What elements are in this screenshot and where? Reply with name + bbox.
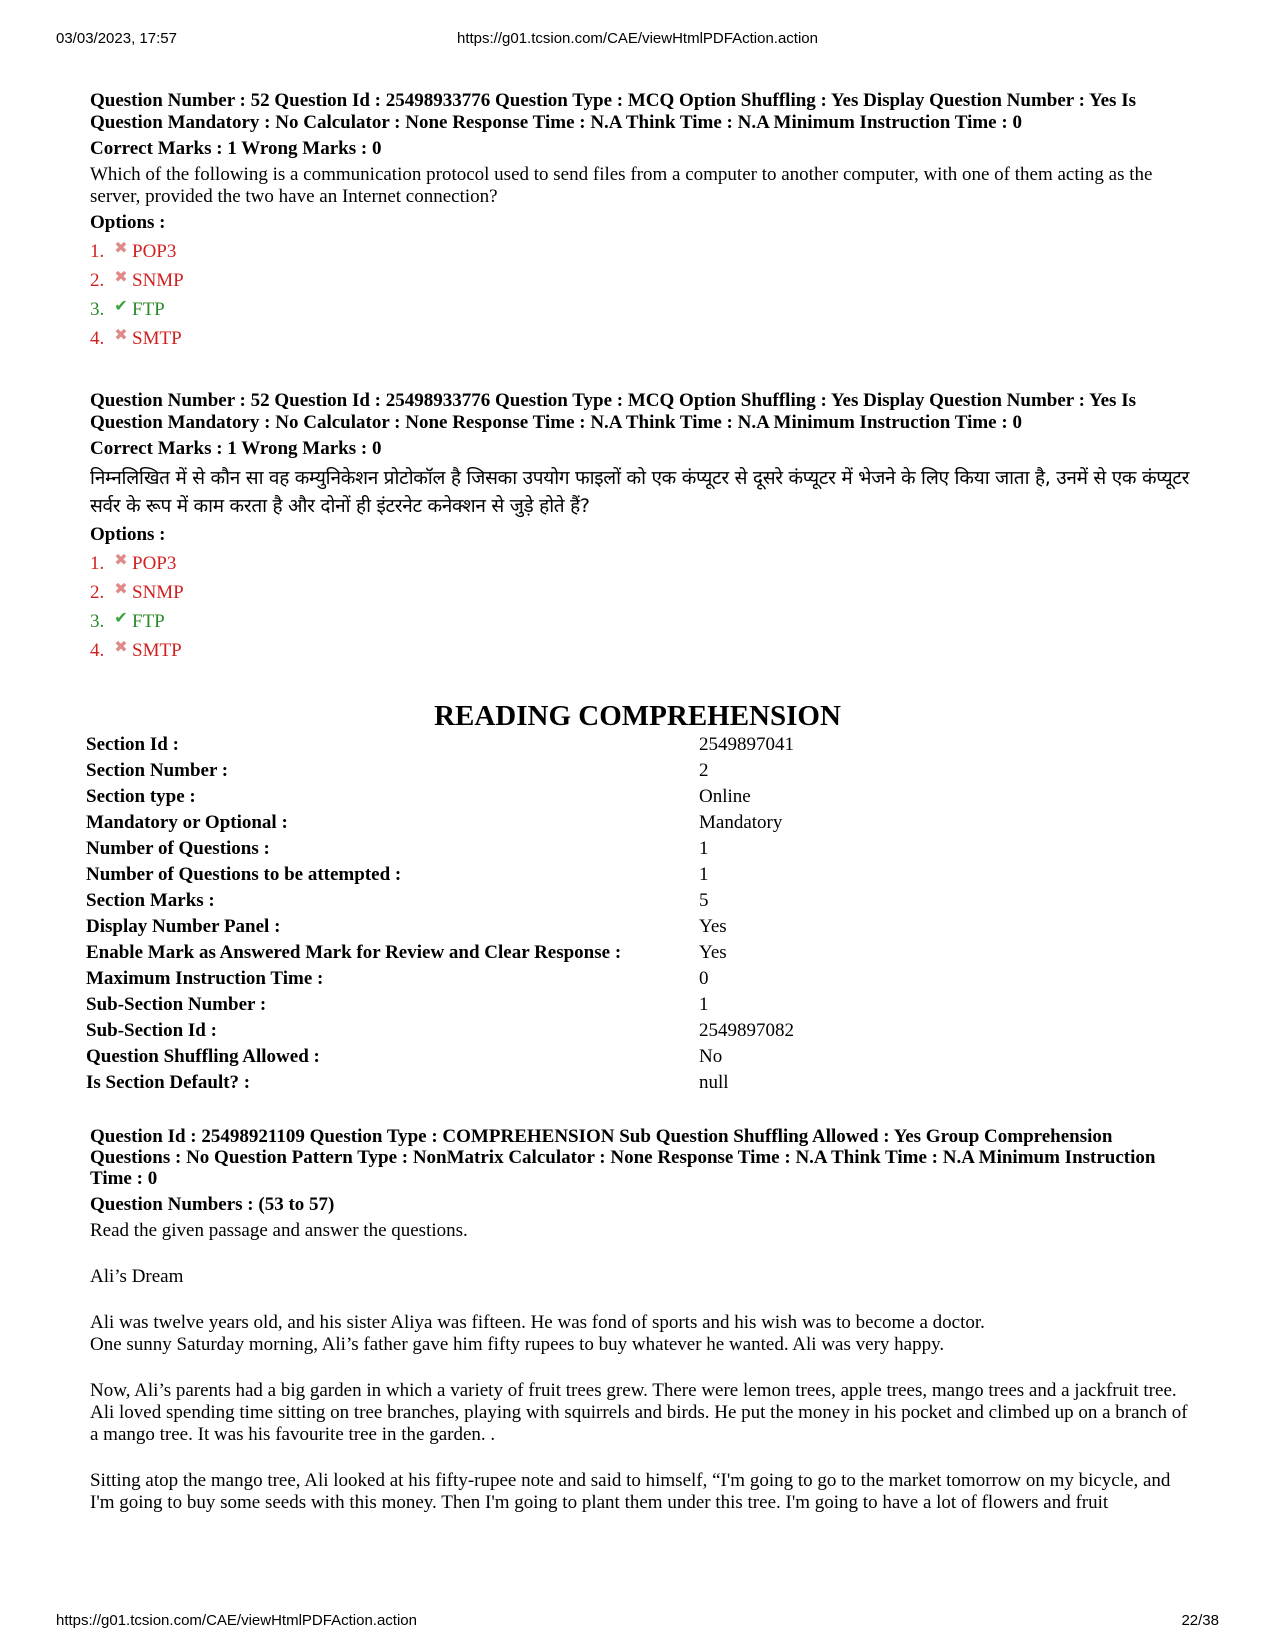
option-label: SNMP — [132, 270, 184, 291]
option-label: POP3 — [132, 553, 177, 574]
comprehension-block — [90, 1126, 1190, 1514]
field-label: Number of Questions : — [86, 838, 270, 859]
field-label: Section Number : — [86, 760, 229, 781]
option-item — [90, 296, 1190, 321]
field-value: 2549897041 — [699, 734, 794, 755]
page-number: 22/38 — [1181, 1612, 1219, 1629]
field-label: Mandatory or Optional : — [86, 812, 288, 833]
print-datetime: 03/03/2023, 17:57 — [56, 30, 177, 47]
question-block — [90, 90, 1190, 350]
table-row — [86, 786, 794, 812]
field-label: Section Id : — [86, 734, 179, 755]
cross-icon: ✖ — [114, 267, 128, 286]
field-value: 2 — [699, 760, 709, 781]
table-row — [86, 916, 794, 942]
section-title: READING COMPREHENSION — [434, 700, 841, 732]
option-label: FTP — [132, 611, 165, 632]
question-meta: Question Number : 52 Question Id : 25498933776 Question Type : MCQ Option Shuffling : Yes Display Question Number : Yes Is Question Mandatory : No Calculator : None Response Time : N.A Think Time : N.A Minimum Instruction Time : 0 — [90, 90, 1136, 133]
option-label: SMTP — [132, 328, 182, 349]
comprehension-meta: Question Id : 25498921109 Question Type : COMPREHENSION Sub Question Shuffling Allowed : Yes Group Comprehension Questions : No Question Pattern Type : NonMatrix Calculator : None Response Time : N.A Think Time : N.A Minimum Instruction Time : 0 — [90, 1126, 1156, 1189]
field-value: Mandatory — [699, 812, 783, 833]
question-text: Which of the following is a communication protocol used to send files from a computer to another computer, with one of them acting as the server, provided the two have an Internet connection? — [90, 164, 1153, 207]
options-label: Options : — [90, 524, 166, 545]
field-value: Yes — [699, 916, 727, 937]
field-label: Question Shuffling Allowed : — [86, 1046, 320, 1067]
question-marks: Correct Marks : 1 Wrong Marks : 0 — [90, 138, 382, 159]
option-number: 2. — [90, 270, 105, 291]
option-label: SNMP — [132, 582, 184, 603]
print-footer — [56, 1612, 1219, 1634]
option-label: POP3 — [132, 241, 177, 262]
option-item — [90, 267, 1190, 292]
table-row — [86, 942, 794, 968]
table-row — [86, 994, 794, 1020]
cross-icon: ✖ — [114, 238, 128, 257]
option-number: 3. — [90, 299, 105, 320]
field-value: 0 — [699, 968, 709, 989]
question-block — [90, 390, 1190, 662]
table-row — [86, 968, 794, 994]
field-value: 1 — [699, 864, 709, 885]
field-label: Sub-Section Id : — [86, 1020, 217, 1041]
section-info-table — [86, 734, 794, 1098]
option-number: 1. — [90, 241, 105, 262]
field-value: 2549897082 — [699, 1020, 794, 1041]
check-icon: ✔ — [114, 608, 128, 627]
option-number: 1. — [90, 553, 105, 574]
passage-paragraph: One sunny Saturday morning, Ali’s father gave him fifty rupees to buy whatever he wanted. Ali was very happy. — [90, 1334, 945, 1355]
field-label: Section Marks : — [86, 890, 215, 911]
footer-url: https://g01.tcsion.com/CAE/viewHtmlPDFAction.action — [56, 1612, 417, 1629]
question-text-hindi: निम्नलिखित में से कौन सा वह कम्युनिकेशन प्रोटोकॉल है जिसका उपयोग फाइलों को एक कंप्यूटर से दूसरे कंप्यूटर में भेजने के लिए किया जाता है, उनमें से एक कंप्यूटर सर्वर के रूप में काम करता है और दोनों ही इंटरनेट कनेक्शन से जुड़े होते हैं? — [90, 467, 1190, 517]
cross-icon: ✖ — [114, 637, 128, 656]
table-row — [86, 760, 794, 786]
check-icon: ✔ — [114, 296, 128, 315]
field-label: Sub-Section Number : — [86, 994, 267, 1015]
field-value: Online — [699, 786, 751, 807]
option-item — [90, 550, 1190, 575]
option-number: 4. — [90, 640, 105, 661]
table-row — [86, 1046, 794, 1072]
instruction-text: Read the given passage and answer the questions. — [90, 1220, 468, 1241]
field-value: Yes — [699, 942, 727, 963]
options-label: Options : — [90, 212, 166, 233]
field-label: Number of Questions to be attempted : — [86, 864, 402, 885]
passage-paragraph: Ali was twelve years old, and his sister Aliya was fifteen. He was fond of sports and his wish was to become a doctor. — [90, 1312, 985, 1333]
table-row — [86, 864, 794, 890]
table-row — [86, 812, 794, 838]
field-label: Section type : — [86, 786, 196, 807]
passage-title: Ali’s Dream — [90, 1266, 184, 1287]
question-meta: Question Number : 52 Question Id : 25498933776 Question Type : MCQ Option Shuffling : Yes Display Question Number : Yes Is Question Mandatory : No Calculator : None Response Time : N.A Think Time : N.A Minimum Instruction Time : 0 — [90, 390, 1136, 433]
field-label: Enable Mark as Answered Mark for Review and Clear Response : — [86, 942, 622, 963]
option-number: 2. — [90, 582, 105, 603]
option-item — [90, 238, 1190, 263]
table-row — [86, 1072, 794, 1098]
print-url: https://g01.tcsion.com/CAE/viewHtmlPDFAction.action — [457, 30, 818, 47]
option-label: FTP — [132, 299, 165, 320]
field-value: No — [699, 1046, 723, 1067]
cross-icon: ✖ — [114, 579, 128, 598]
field-value: 5 — [699, 890, 709, 911]
option-item — [90, 579, 1190, 604]
field-label: Is Section Default? : — [86, 1072, 251, 1093]
passage-paragraph: Sitting atop the mango tree, Ali looked at his fifty-rupee note and said to himself, “I'm going to go to the market tomorrow on my bicycle, and I'm going to buy some seeds with this money. Then I'm going to plant them under this tree. I'm going to have a lot of flowers and fruit — [90, 1470, 1171, 1513]
cross-icon: ✖ — [114, 325, 128, 344]
table-row — [86, 1020, 794, 1046]
field-value: 1 — [699, 994, 709, 1015]
field-value: null — [699, 1072, 729, 1093]
field-label: Maximum Instruction Time : — [86, 968, 324, 989]
question-numbers: Question Numbers : (53 to 57) — [90, 1194, 335, 1215]
question-list — [90, 90, 1190, 662]
option-number: 4. — [90, 328, 105, 349]
cross-icon: ✖ — [114, 550, 128, 569]
table-row — [86, 890, 794, 916]
option-label: SMTP — [132, 640, 182, 661]
passage-paragraph: Now, Ali’s parents had a big garden in which a variety of fruit trees grew. There were lemon trees, apple trees, mango trees and a jackfruit tree. Ali loved spending time sitting on tree branches, playing with squirrels and birds. He put the money in his pocket and climbed up on a branch of a mango tree. It was his favourite tree in the garden. . — [90, 1380, 1188, 1445]
option-item — [90, 608, 1190, 633]
question-marks: Correct Marks : 1 Wrong Marks : 0 — [90, 438, 382, 459]
table-row — [86, 734, 794, 760]
print-header — [56, 30, 1219, 52]
field-value: 1 — [699, 838, 709, 859]
field-label: Display Number Panel : — [86, 916, 281, 937]
table-row — [86, 838, 794, 864]
option-item — [90, 325, 1190, 350]
option-number: 3. — [90, 611, 105, 632]
option-item — [90, 637, 1190, 662]
